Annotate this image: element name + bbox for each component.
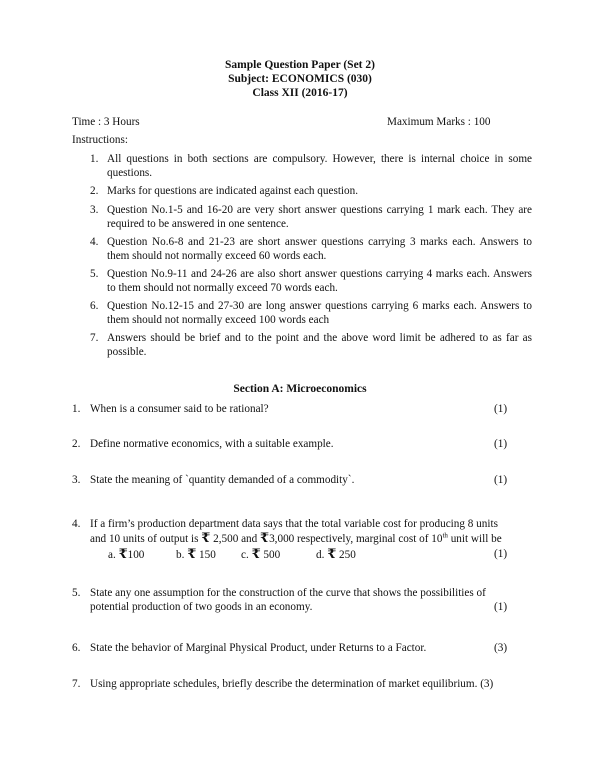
instruction-number: 5. (90, 268, 99, 280)
question-number: 2. (72, 438, 81, 450)
question-marks: (1) (494, 474, 508, 486)
question-amount: 3,000 respectively, marginal cost of 10 (269, 533, 443, 545)
question-number: 4. (72, 518, 81, 530)
question-text: unit will be (450, 533, 502, 545)
instruction-text: Question No.12-15 and 27-30 are long answer questions carrying 6 marks each. Answers to them should not normally exceed 100 words each (107, 300, 532, 326)
question-marks: (1) (494, 403, 508, 415)
option-b (176, 547, 216, 562)
question-marks: (1) (494, 548, 508, 560)
option-label: b. (176, 549, 185, 561)
question-text-line2 (90, 531, 502, 546)
question-marks: (3) (494, 642, 508, 654)
question-amount: 2,500 and (213, 533, 258, 545)
rupee-symbol: ₹ (327, 546, 337, 561)
time-label: Time : 3 Hours (72, 116, 140, 128)
rupee-symbol: ₹ (251, 546, 261, 561)
question-text: State the meaning of `quantity demanded of a commodity`. (90, 474, 355, 486)
instruction-number: 4. (90, 236, 99, 248)
option-value: 100 (127, 549, 145, 561)
option-label: d. (316, 549, 325, 561)
instruction-text: Question No.9-11 and 24-26 are also short answer questions carrying 4 marks each. Answers to them should not normally exceed 70 words each. (107, 268, 532, 294)
option-value: 250 (339, 549, 356, 561)
question-marks: (3) (480, 678, 494, 690)
question-number: 5. (72, 587, 81, 599)
question-text: If a firm’s production department data says that the total variable cost for producing 8 units (90, 518, 498, 530)
rupee-symbol: ₹ (187, 546, 197, 561)
instructions-label: Instructions: (72, 134, 128, 146)
paper-title: Sample Question Paper (Set 2) (225, 59, 375, 71)
option-c (241, 547, 280, 562)
question-text: State any one assumption for the construction of the curve that shows the possibilities of (90, 587, 486, 599)
instruction-number: 3. (90, 204, 99, 216)
instruction-text: All questions in both sections are compulsory. However, there is internal choice in some questions. (107, 153, 532, 179)
question-number: 7. (72, 678, 81, 690)
paper-class: Class XII (2016-17) (252, 87, 348, 99)
instruction-text: Question No.1-5 and 16-20 are very short answer questions carrying 1 mark each. They are required to be answered in one sentence. (107, 204, 532, 230)
instruction-text: Answers should be brief and to the point and the above word limit be adhered to as far as possible. (107, 332, 532, 358)
option-label: c. (241, 549, 249, 561)
question-number: 3. (72, 474, 81, 486)
question-text: and 10 units of output is (90, 533, 199, 545)
question-7-line (90, 677, 493, 691)
question-text: Using appropriate schedules, briefly describe the determination of market equilibrium. (90, 678, 478, 690)
question-text: When is a consumer said to be rational? (90, 403, 269, 415)
instruction-text: Marks for questions are indicated against each question. (107, 185, 359, 197)
ordinal-suffix: th (442, 531, 448, 540)
instruction-number: 6. (90, 300, 99, 312)
question-marks: (1) (494, 438, 508, 450)
question-text: State the behavior of Marginal Physical Product, under Returns to a Factor. (90, 642, 427, 654)
rupee-symbol: ₹ (260, 530, 270, 545)
rupee-symbol: ₹ (201, 530, 211, 545)
question-number: 6. (72, 642, 81, 654)
max-marks-label: Maximum Marks : 100 (387, 116, 491, 128)
instruction-text: Question No.6-8 and 21-23 are short answer questions carrying 3 marks each. Answers to them should not normally exceed 60 words each. (107, 236, 532, 262)
rupee-symbol: ₹ (118, 546, 128, 561)
question-number: 1. (72, 403, 81, 415)
section-title: Section A: Microeconomics (233, 383, 367, 395)
option-value: 150 (199, 549, 216, 561)
instruction-number: 7. (90, 332, 99, 344)
instruction-number: 1. (90, 153, 99, 165)
option-label: a. (108, 549, 116, 561)
option-value: 500 (263, 549, 281, 561)
instruction-number: 2. (90, 185, 99, 197)
option-d (316, 547, 356, 562)
paper-subject: Subject: ECONOMICS (030) (228, 73, 372, 85)
question-text: potential production of two goods in an economy. (90, 601, 313, 613)
option-a (108, 547, 144, 562)
question-text: Define normative economics, with a suitable example. (90, 438, 334, 450)
question-marks: (1) (494, 601, 508, 613)
